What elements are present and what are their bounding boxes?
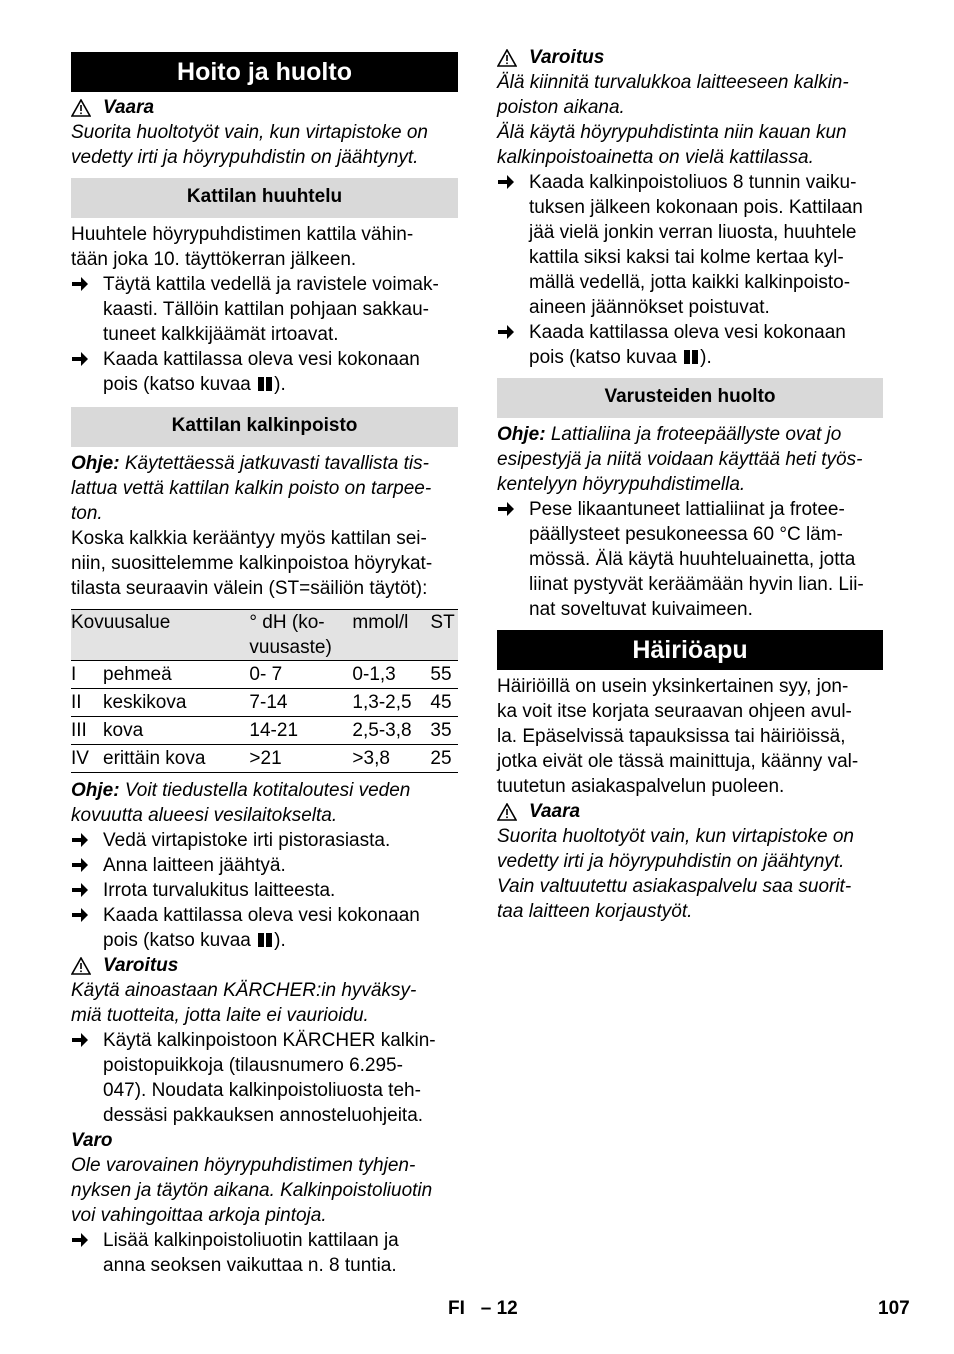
caution-label: Varo <box>71 1130 113 1151</box>
warning-triangle-icon <box>497 49 517 67</box>
arrow-right-icon <box>497 324 515 340</box>
left-column <box>71 52 458 1278</box>
list-item: Kaada kattilassa oleva vesi kokonaan pois (katso kuvaa ). <box>71 903 458 953</box>
figure-ref-icon <box>684 350 698 364</box>
heading-boiler-rinse: Kattilan huuhtelu <box>71 178 458 218</box>
figure-ref-icon <box>258 933 272 947</box>
warning-label-text: Varoitus <box>529 47 605 68</box>
figure-ref-icon <box>258 377 272 391</box>
list-item: Irrota turvalukitus laitteesta. <box>71 878 458 903</box>
note-distilled: Ohje: Käytettäessä jatkuvasti tavallista tis- lattua vettä kattilan kalkin poisto on tarpee- ton. <box>71 453 432 524</box>
descale-intro: Koska kalkkia kerääntyy myös kattilan sei- niin, suosittelemme kalkinpoistoa höyrykat- tilasta seuraavin välein (ST=säiliön täytöt): <box>71 528 433 599</box>
caution-text: Ole varovainen höyrypuhdistimen tyhjen- nyksen ja täytön aikana. Kalkinpoistoliuotin voi vahingoittaa arkoja pintoja. <box>71 1155 433 1226</box>
note-water-hardness: Ohje: Voit tiedustella kotitaloutesi veden kovuutta alueesi vesilaitokselta. <box>71 780 411 826</box>
list-item: Anna laitteen jäähtyä. <box>71 853 458 878</box>
arrow-right-icon <box>497 501 515 517</box>
danger-label <box>71 95 458 120</box>
list-item: Pese likaantuneet lattialiinat ja frotee- päällysteet pesukoneessa 60 °C läm- mössä. Älä käytä huuhteluainetta, jotta liinat pystyvät keräämään hyvin lian. Lii- nat soveltuvat kuivaimeen. <box>497 497 883 622</box>
arrow-right-icon <box>71 1232 89 1248</box>
danger-label-text: Vaara <box>103 97 155 118</box>
warning-label-text: Varoitus <box>103 955 179 976</box>
table-header-row: Kovuusalue ° dH (ko- vuusaste) mmol/l ST <box>71 610 458 661</box>
note-cloths: Ohje: Lattialiina ja froteepäällyste ovat jo esipestyjä ja niitä voidaan käyttää heti työs- kentelyyn höyrypuhdistimella. <box>497 424 863 495</box>
table-row: I pehmeä 0- 7 0-1,3 55 <box>71 661 458 689</box>
arrow-right-icon <box>71 1032 89 1048</box>
table-row: II keskikova 7-14 1,3-2,5 45 <box>71 689 458 717</box>
danger-label-text: Vaara <box>529 801 581 822</box>
list-item: Vedä virtapistoke irti pistorasiasta. <box>71 828 458 853</box>
troubleshooting-intro: Häiriöillä on usein yksinkertainen syy, jon- ka voit itse korjata seuraavan ohjeen avul- la. Epäselvissä tapauksissa tai häiriöissä, jotka eivät ole tässä mainittuja, käänny val- tuutetun asiakaspalvelun puoleen. <box>497 676 859 797</box>
table-row: III kova 14-21 2,5-3,8 35 <box>71 717 458 745</box>
arrow-right-icon <box>71 276 89 292</box>
warning-triangle-icon <box>71 99 91 117</box>
arrow-right-icon <box>71 907 89 923</box>
rinse-intro: Huuhtele höyrypuhdistimen kattila vähin- tään joka 10. täyttökerran jälkeen. <box>71 224 414 270</box>
right-column <box>497 45 883 924</box>
list-item: Kaada kattilassa oleva vesi kokonaan pois (katso kuvaa ). <box>497 320 883 370</box>
list-item: Käytä kalkinpoistoon KÄRCHER kalkin- poistopuikkoja (tilausnumero 6.295- 047). Noudata kalkinpoistoliuosta teh- dessäsi pakkauksen annosteluohjeita. <box>71 1028 458 1128</box>
arrow-right-icon <box>71 882 89 898</box>
page-number: 107 <box>878 1298 910 1319</box>
warning-label <box>497 45 883 70</box>
section-title-care: Hoito ja huolto <box>71 52 458 92</box>
warning-label <box>71 953 458 978</box>
list-item: Lisää kalkinpoistoliuotin kattilaan ja anna seoksen vaikuttaa n. 8 tuntia. <box>71 1228 458 1278</box>
heading-descaling: Kattilan kalkinpoisto <box>71 407 458 447</box>
arrow-right-icon <box>71 832 89 848</box>
table-row: IV erittäin kova >21 >3,8 25 <box>71 745 458 773</box>
footer-language-page: FI – 12 <box>448 1298 518 1319</box>
danger-text: Suorita huoltotyöt vain, kun virtapistoke on vedetty irti ja höyrypuhdistin on jäähtynyt. Vain valtuutettu asiakaspalvelu saa suorit- taa laitteen korjaustyöt. <box>497 826 854 922</box>
arrow-right-icon <box>71 351 89 367</box>
list-item: Kaada kalkinpoistoliuos 8 tunnin vaiku- tuksen jälkeen kokonaan pois. Kattilaan jää vielä jonkin verran liuosta, huuhtele kattila siksi kaksi tai kolme kertaa kyl- mällä vedellä, jotta kaikki kalkinpoisto- aineen jäännökset poistuvat. <box>497 170 883 320</box>
danger-label <box>497 799 883 824</box>
arrow-right-icon <box>71 857 89 873</box>
list-item: Täytä kattila vedellä ja ravistele voimak- kaasti. Tällöin kattilan pohjaan sakkau- tuneet kalkkijäämät irtoavat. <box>71 272 458 347</box>
section-title-troubleshooting: Häiriöapu <box>497 630 883 670</box>
arrow-right-icon <box>497 174 515 190</box>
warning-text: Älä kiinnitä turvalukkoa laitteeseen kalkin- poiston aikana. Älä käytä höyrypuhdistinta niin kauan kun kalkinpoistoainetta on vielä kattilassa. <box>497 72 849 168</box>
list-item: Kaada kattilassa oleva vesi kokonaan pois (katso kuvaa ). <box>71 347 458 397</box>
danger-text: Suorita huoltotyöt vain, kun virtapistoke on vedetty irti ja höyrypuhdistin on jäähtynyt. <box>71 122 428 168</box>
warning-text: Käytä ainoastaan KÄRCHER:in hyväksy- miä tuotteita, jotta laite ei vaurioidu. <box>71 980 417 1026</box>
hardness-table <box>71 609 458 773</box>
warning-triangle-icon <box>497 803 517 821</box>
heading-accessory-care: Varusteiden huolto <box>497 378 883 418</box>
warning-triangle-icon <box>71 957 91 975</box>
